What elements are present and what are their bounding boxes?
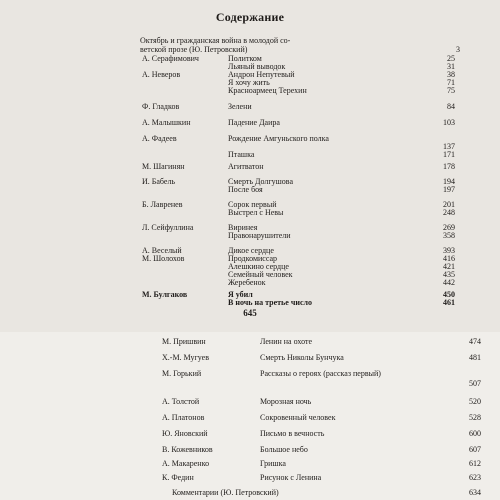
intro-page: 3 (456, 45, 460, 54)
work-krasnoarmeets-terekhin: Красноармеец Терехин (228, 86, 307, 95)
author-serafimovich: А. Серафимович (142, 54, 199, 63)
work-prodkomissar: Продкомиссар (228, 254, 278, 263)
work-zeleni: Зелени (228, 102, 252, 111)
page-number: 171 (443, 150, 455, 159)
work-padenie-daira: Падение Даира (228, 118, 280, 127)
author-fadeev: А. Фадеев (142, 134, 177, 143)
author-shaginyan: М. Шагинян (142, 162, 185, 171)
intro-entry (140, 36, 460, 54)
page-number-645: 645 (243, 308, 257, 318)
page-title: Содержание (215, 10, 285, 24)
author-prishvin: М. Пришвин (162, 337, 206, 346)
work-andron-neputevy: Андрон Непутевый (228, 70, 295, 79)
work-pismo-v-vechnost: Письмо в вечность (260, 429, 325, 438)
author-lavrenev: Б. Лавренев (142, 200, 183, 209)
page-number: 38 (447, 70, 455, 79)
page-number: 600 (469, 429, 481, 438)
intro-line-2: ветской прозе (Ю. Петровский) (140, 45, 248, 54)
page-number: 201 (443, 200, 455, 209)
work-semeyny-chelovek: Семейный человек (228, 270, 293, 279)
page-number: 520 (469, 397, 481, 406)
author-gladkov: Ф. Гладков (142, 102, 180, 111)
work-posle-boya: После боя (228, 185, 263, 194)
work-lyany-vyvodok: Льяный выводок (228, 62, 286, 71)
page-number: 84 (447, 102, 455, 111)
work-agitvaton: Агитватон (228, 162, 264, 171)
page-number: 461 (443, 298, 455, 307)
author-vesely: А. Веселый (142, 246, 182, 255)
author-gorky: М. Горький (162, 369, 202, 378)
work-dikoe-serdtse: Дикое сердце (228, 246, 274, 255)
page-number: 75 (447, 86, 455, 95)
intro-line-1: Октябрь и гражданская война в молодой со- (140, 36, 291, 45)
work-politkom: Политком (228, 54, 262, 63)
work-smert-nikoly: Смерть Николы Бунчука (260, 353, 344, 362)
page-number: 474 (469, 337, 481, 346)
page-number: 450 (443, 290, 455, 299)
comments-entry: Комментарии (Ю. Петровский) (172, 488, 279, 497)
page-number: 416 (443, 254, 455, 263)
work-pravonarushiteli: Правонарушители (228, 231, 291, 240)
author-yanovsky: Ю. Яновский (162, 429, 208, 438)
author-bulgakov: М. Булгаков (142, 290, 188, 299)
work-rasskazy-o-geroyakh: Рассказы о героях (рассказ первый) (260, 369, 381, 378)
page-number: 197 (443, 185, 455, 194)
author-makarenko: А. Макаренко (162, 459, 210, 468)
work-aleshkino-serdtse: Алешкино сердце (228, 262, 289, 271)
page-number: 442 (443, 278, 455, 287)
page-number: 71 (447, 78, 455, 87)
page-number: 507 (469, 379, 481, 388)
comments-page-number: 634 (469, 488, 481, 497)
work-grishka: Гришка (260, 459, 286, 468)
work-ptashka: Пташка (228, 150, 255, 159)
author-platonov: А. Платонов (162, 413, 205, 422)
author-babel: И. Бабель (142, 177, 176, 186)
work-zherebenok: Жеребенок (228, 278, 266, 287)
page-number: 31 (447, 62, 455, 71)
work-ya-ubil: Я убил (228, 290, 253, 299)
work-sorok-pervy: Сорок первый (228, 200, 277, 209)
page-number: 178 (443, 162, 455, 171)
author-tolstoy: А. Толстой (162, 397, 200, 406)
work-bolshoe-nebo: Большое небо (260, 445, 308, 454)
page-number: 623 (469, 473, 481, 482)
work-v-noch-na-trete: В ночь на третье число (228, 298, 312, 307)
page-number: 435 (443, 270, 455, 279)
page-number: 269 (443, 223, 455, 232)
page-number: 25 (447, 54, 455, 63)
work-vystrel-s-nevy: Выстрел с Невы (228, 208, 284, 217)
page-number: 194 (443, 177, 455, 186)
work-smert-dolgushova: Смерть Долгушова (228, 177, 293, 186)
author-muguev: Х.-М. Мугуев (162, 353, 209, 362)
work-virineya: Виринея (228, 223, 258, 232)
work-lenin-na-okhote: Ленин на охоте (260, 337, 313, 346)
work-sokrovenny: Сокровенный человек (260, 413, 336, 422)
work-ya-khochu-zhit: Я хочу жить (228, 78, 270, 87)
author-malyshkin: А. Малышкин (142, 118, 191, 127)
page-number: 421 (443, 262, 455, 271)
page-number: 248 (443, 208, 455, 217)
page-number: 358 (443, 231, 455, 240)
page-number: 393 (443, 246, 455, 255)
author-neverov: А. Неверов (142, 70, 181, 79)
author-kozhevnikov: В. Кожевников (162, 445, 213, 454)
author-sholokhov: М. Шолохов (142, 254, 185, 263)
work-rozhdenie-amgunskogo: Рождение Амгуньского полка (228, 134, 329, 143)
page-number: 612 (469, 459, 481, 468)
page-number: 607 (469, 445, 481, 454)
work-morozny-noch: Морозная ночь (260, 397, 312, 406)
work-risunok-s-lenina: Рисунок с Ленина (260, 473, 322, 482)
page-number: 103 (443, 118, 455, 127)
author-fedin: К. Федин (162, 473, 194, 482)
page-number: 481 (469, 353, 481, 362)
lower-book-page (0, 332, 500, 500)
author-seifullina: Л. Сейфуллина (142, 223, 194, 232)
page-number: 137 (443, 142, 455, 151)
page-number: 528 (469, 413, 481, 422)
